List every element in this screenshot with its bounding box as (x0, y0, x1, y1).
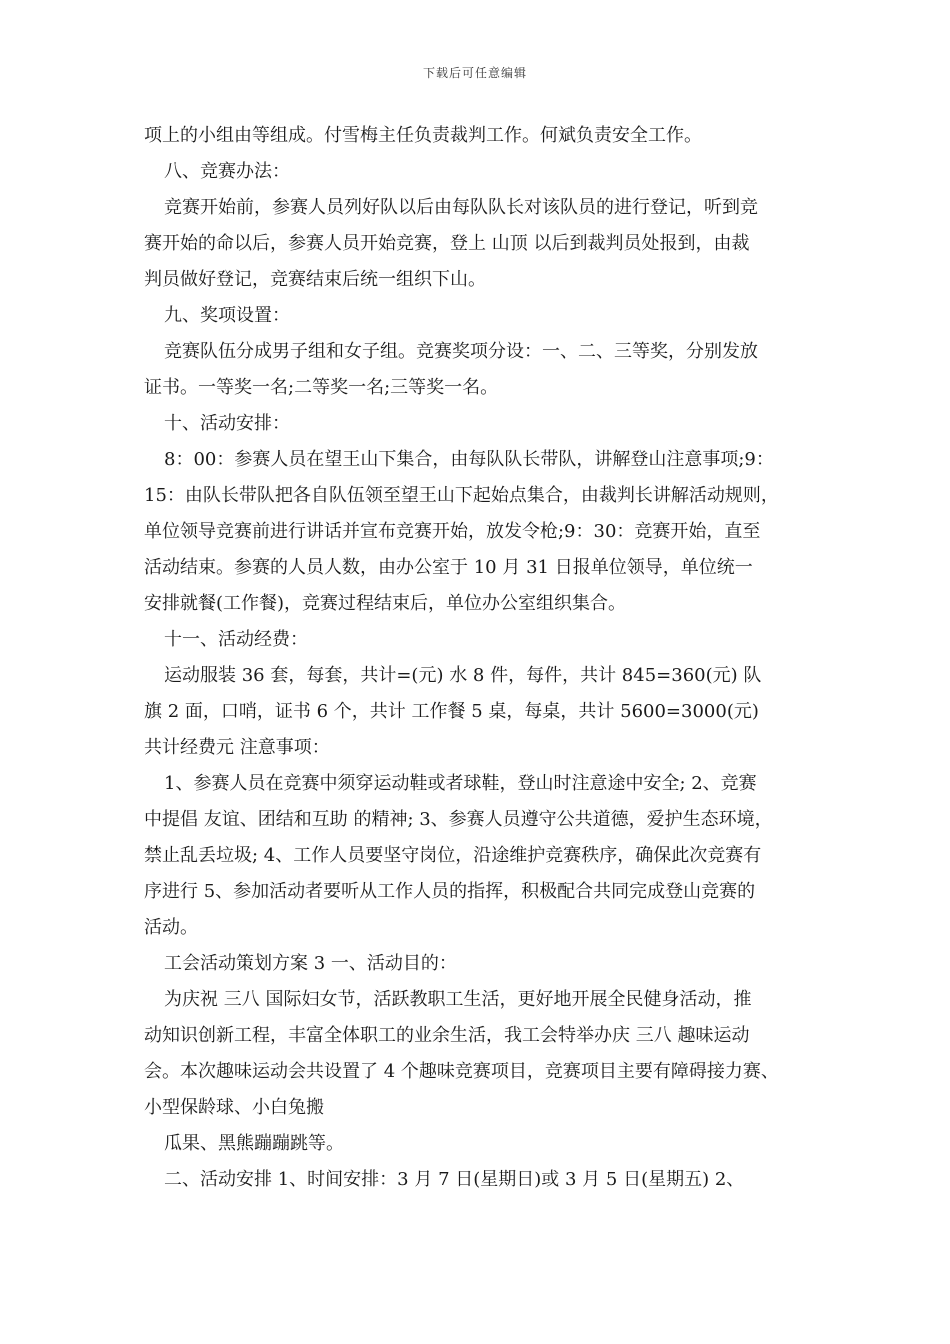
text-line: 十一、活动经费： (164, 629, 308, 650)
text-line: 赛开始的命以后，参赛人员开始竞赛，登上 山顶 以后到裁判员处报到，由裁 (144, 233, 750, 254)
text-line: 序进行 5、参加活动者要听从工作人员的指挥，积极配合共同完成登山竞赛的 (144, 881, 756, 902)
document-body (144, 118, 812, 1198)
text-line: 活动结束。参赛的人员人数，由办公室于 10 月 31 日报单位领导，单位统一 (144, 557, 753, 578)
text-line: 竞赛队伍分成男子组和女子组。竞赛奖项分设：一、二、三等奖，分别发放 (164, 341, 758, 362)
text-line: 8：00：参赛人员在望王山下集合，由每队队长带队，讲解登山注意事项;9： (164, 449, 774, 470)
text-line: 会。本次趣味运动会共设置了 4 个趣味竞赛项目，竞赛项目主要有障碍接力赛、 (144, 1061, 779, 1082)
text-line: 动知识创新工程，丰富全体职工的业余生活，我工会特举办庆 三八 趣味运动 (144, 1025, 750, 1046)
text-line: 项上的小组由等组成。付雪梅主任负责裁判工作。何斌负责安全工作。 (144, 125, 702, 146)
text-line: 瓜果、黑熊蹦蹦跳等。 (164, 1133, 344, 1154)
text-line: 15：由队长带队把各自队伍领至望王山下起始点集合，由裁判长讲解活动规则， (144, 485, 779, 506)
text-line: 共计经费元 注意事项： (144, 737, 330, 758)
text-line: 禁止乱丢垃圾; 4、工作人员要坚守岗位，沿途维护竞赛秩序，确保此次竞赛有 (144, 845, 762, 866)
text-line: 小型保龄球、小白兔搬 (144, 1097, 324, 1118)
page-header: 下载后可任意编辑 (422, 66, 527, 80)
text-line: 判员做好登记，竞赛结束后统一组织下山。 (144, 269, 486, 290)
text-line: 1、参赛人员在竞赛中须穿运动鞋或者球鞋，登山时注意途中安全; 2、竞赛 (164, 773, 757, 794)
text-line: 中提倡 友谊、团结和互助 的精神; 3、参赛人员遵守公共道德，爱护生态环境， (144, 809, 773, 830)
text-line: 八、竞赛办法： (164, 161, 290, 182)
text-line: 工会活动策划方案 3 一、活动目的： (164, 953, 457, 974)
text-line: 证书。一等奖一名;二等奖一名;三等奖一名。 (144, 377, 499, 398)
text-line: 二、活动安排 1、时间安排：3 月 7 日(星期日)或 3 月 5 日(星期五) 2、 (164, 1169, 745, 1190)
text-line: 安排就餐(工作餐)，竞赛过程结束后，单位办公室组织集合。 (144, 593, 627, 614)
text-line: 竞赛开始前，参赛人员列好队以后由每队队长对该队员的进行登记，听到竞 (164, 197, 758, 218)
text-line: 活动。 (144, 917, 198, 938)
text-line: 九、奖项设置： (164, 305, 290, 326)
text-line: 旗 2 面，口哨，证书 6 个，共计 工作餐 5 桌，每桌，共计 5600=3000(元) (144, 701, 759, 722)
text-line: 运动服装 36 套，每套，共计=(元) 水 8 件，每件，共计 845=360(元) 队 (164, 665, 762, 686)
text-line: 为庆祝 三八 国际妇女节，活跃教职工生活，更好地开展全民健身活动，推 (164, 989, 752, 1010)
text-line: 单位领导竞赛前进行讲话并宣布竞赛开始，放发令枪;9：30：竞赛开始，直至 (144, 521, 761, 542)
text-line: 十、活动安排： (164, 413, 290, 434)
